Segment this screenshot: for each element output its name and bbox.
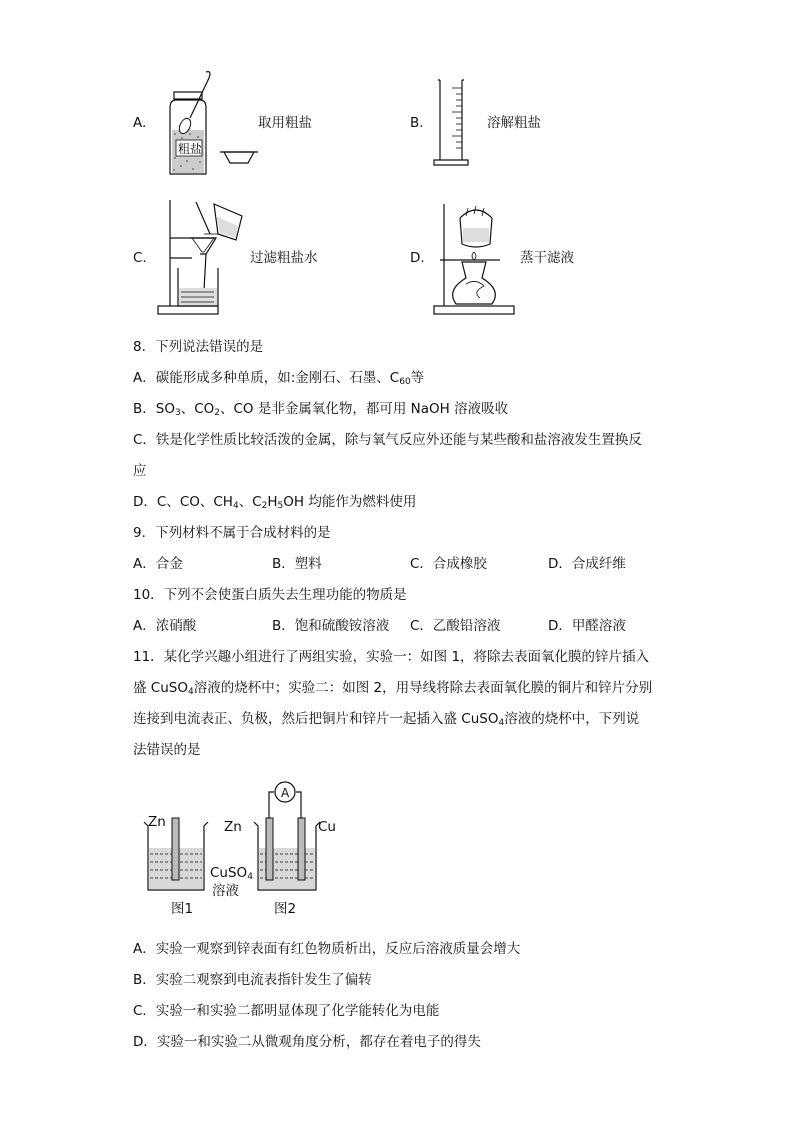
q11-stem-line2: 盛 CuSO$_4$溶液的烧杯中；实验二：如图 2，用导线将除去表面氧化膜的铜片和锌片分别 (133, 680, 653, 697)
fig2-zn-label: Zn (224, 819, 242, 835)
q9-option-c: C．合成橡胶 (410, 556, 487, 572)
graduated-cylinder-figure (430, 76, 470, 168)
q8-option-a: A．碳能形成多种单质，如:金刚石、石墨、$C_{60}$等 (133, 370, 425, 387)
q9-option-d: D．合成纤维 (548, 556, 626, 572)
q11-stem-line4: 法错误的是 (133, 742, 201, 758)
q11-stem-line3: 连接到电流表正、负极，然后把铜片和锌片一起插入盛 CuSO$_4$溶液的烧杯中，下列说 (133, 711, 640, 728)
q7-option-a-letter: A. (133, 115, 147, 131)
q9-option-b: B．塑料 (272, 556, 322, 572)
q8-option-d: D．C、CO、$CH_4$、$C_2H_5OH$ 均能作为燃料使用 (133, 494, 417, 511)
fig1-caption: 图1 (171, 901, 194, 917)
q10-option-a: A．浓硝酸 (133, 618, 197, 634)
q11-option-a: A．实验一观察到锌表面有红色物质析出，反应后溶液质量会增大 (133, 941, 521, 957)
q7-option-a-caption: 取用粗盐 (258, 115, 312, 131)
q10-option-c: C．乙酸铅溶液 (410, 618, 501, 634)
solution-formula-label: CuSO$_4$ (210, 865, 253, 882)
q11-option-d: D．实验一和实验二从微观角度分析，都存在着电子的得失 (133, 1034, 481, 1050)
q7-option-d-caption: 蒸干滤液 (520, 250, 574, 266)
q7-option-c-caption: 过滤粗盐水 (250, 250, 318, 266)
q8-option-b: B．$SO_3$、$CO_2$、CO 是非金属氧化物，都可用 NaOH 溶液吸收 (133, 401, 509, 418)
q10-option-d: D．甲醛溶液 (548, 618, 626, 634)
q7-option-d-letter: D. (410, 250, 425, 266)
q11-option-c: C．实验一和实验二都明显体现了化学能转化为电能 (133, 1003, 440, 1019)
salt-jar-figure (160, 66, 260, 178)
salt-jar-label: 粗盐 (178, 142, 203, 156)
q9-option-a: A．合金 (133, 556, 183, 572)
q8-option-c-line1: C．铁是化学性质比较活泼的金属，除与氧气反应外还能与某些酸和盐溶液发生置换反 (133, 432, 642, 448)
q11-stem-line1: 11．某化学兴趣小组进行了两组实验，实验一：如图 1，将除去表面氧化膜的锌片插入 (133, 649, 650, 665)
solution-word-label: 溶液 (212, 883, 239, 899)
filtration-figure (156, 190, 252, 322)
q9-stem: 9．下列材料不属于合成材料的是 (133, 525, 331, 541)
q10-stem: 10．下列不会使蛋白质失去生理功能的物质是 (133, 587, 407, 603)
q8-option-c-line2: 应 (133, 463, 147, 479)
ammeter-label: A (281, 786, 290, 800)
evaporation-figure (430, 198, 520, 320)
q10-option-b: B．饱和硫酸铵溶液 (272, 618, 390, 634)
q8-stem: 8．下列说法错误的是 (133, 339, 264, 355)
q7-option-b-caption: 溶解粗盐 (487, 115, 541, 131)
fig2-cu-label: Cu (318, 819, 336, 835)
fig2-caption: 图2 (274, 901, 297, 917)
q7-option-b-letter: B. (410, 115, 424, 131)
fig1-zn-label: Zn (148, 814, 166, 830)
q7-option-c-letter: C. (133, 250, 147, 266)
q11-option-b: B．实验二观察到电流表指针发生了偏转 (133, 972, 372, 988)
